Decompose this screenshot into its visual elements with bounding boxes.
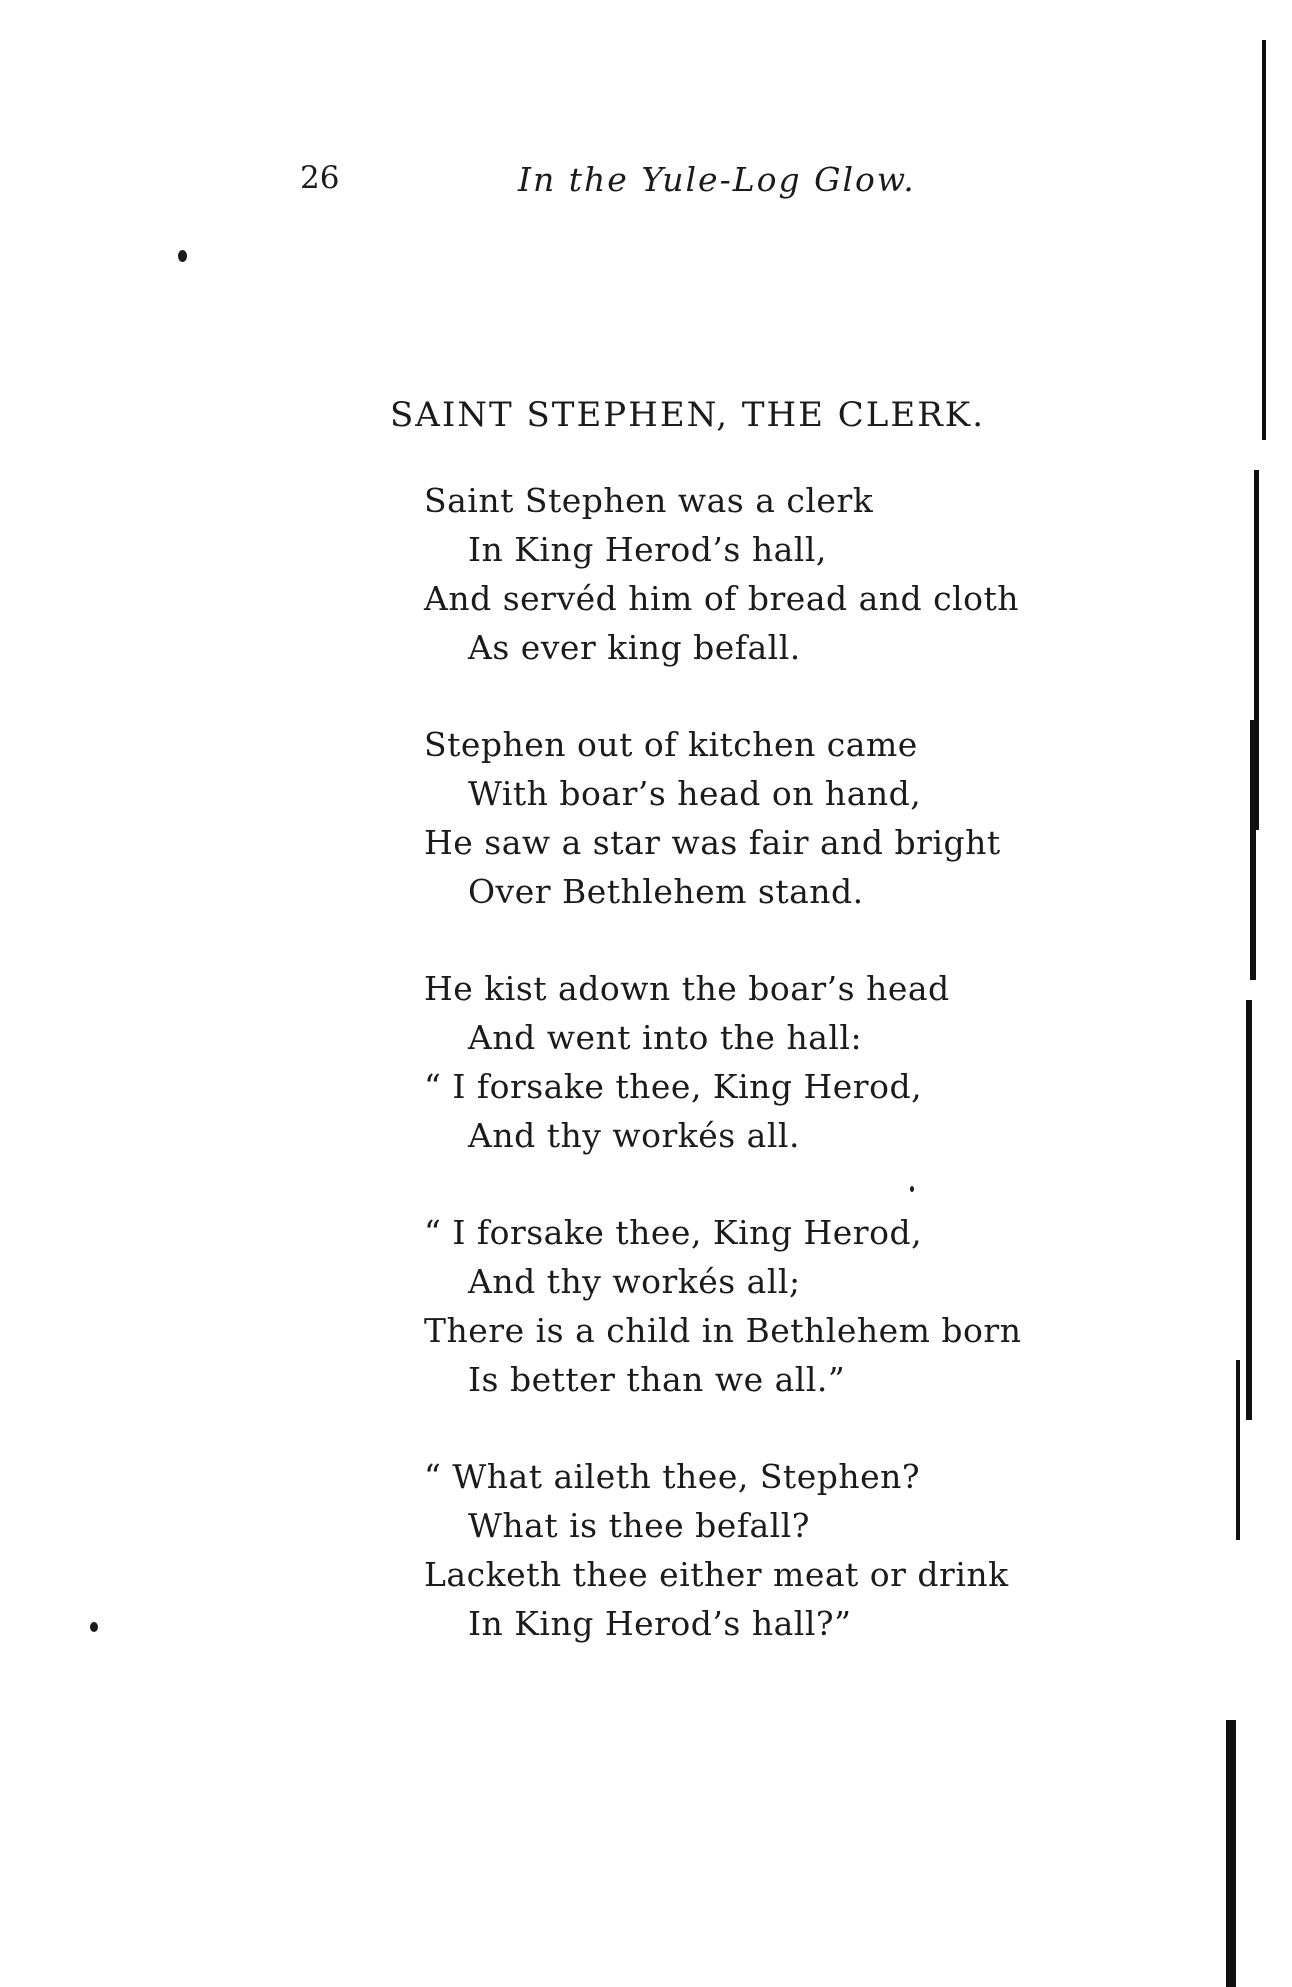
stanza [424,1452,1084,1648]
poem-line: And servéd him of bread and cloth [424,579,1020,618]
poem-line: Over Bethlehem stand. [468,872,864,911]
poem-body [424,476,1084,1696]
poem-line: In King Herod’s hall, [468,530,827,569]
poem-line: “ What aileth thee, Stephen? [424,1457,921,1496]
poem-line: Is better than we all.” [468,1360,846,1399]
poem-line: And went into the hall: [468,1018,863,1057]
stanza [424,964,1084,1160]
poem-line: And thy workés all. [468,1116,800,1155]
scan-edge-mark [1250,720,1256,980]
poem-title: SAINT STEPHEN, THE CLERK. [390,395,986,435]
poem-line: As ever king befall. [468,628,801,667]
poem-line: Lacketh thee either meat or drink [424,1555,1009,1594]
scan-speck [90,1622,98,1632]
stanza [424,1208,1084,1404]
poem-line: Saint Stephen was a clerk [424,481,874,520]
scan-edge-mark [1246,1000,1252,1420]
running-head [300,160,1000,204]
scan-edge-mark [1236,1360,1240,1540]
poem-line: Stephen out of kitchen came [424,725,918,764]
poem-line: “ I forsake thee, King Herod, [424,1067,923,1106]
poem-line: In King Herod’s hall?” [468,1604,852,1643]
book-title: In the Yule-Log Glow. [518,160,916,199]
poem-line: There is a child in Bethlehem born [424,1311,1022,1350]
poem-line: He saw a star was fair and bright [424,823,1001,862]
poem-line: What is thee befall? [468,1506,810,1545]
page-number: 26 [300,160,340,196]
poem-line: And thy workés all; [468,1262,801,1301]
scan-edge-mark [1226,1720,1236,1987]
scan-edge-mark [1262,40,1266,440]
poem-line: “ I forsake thee, King Herod, [424,1213,923,1252]
stanza [424,476,1084,672]
stanza [424,720,1084,916]
poem-line: With boar’s head on hand, [468,774,922,813]
poem-line: He kist adown the boar’s head [424,969,950,1008]
scan-speck [178,250,187,262]
